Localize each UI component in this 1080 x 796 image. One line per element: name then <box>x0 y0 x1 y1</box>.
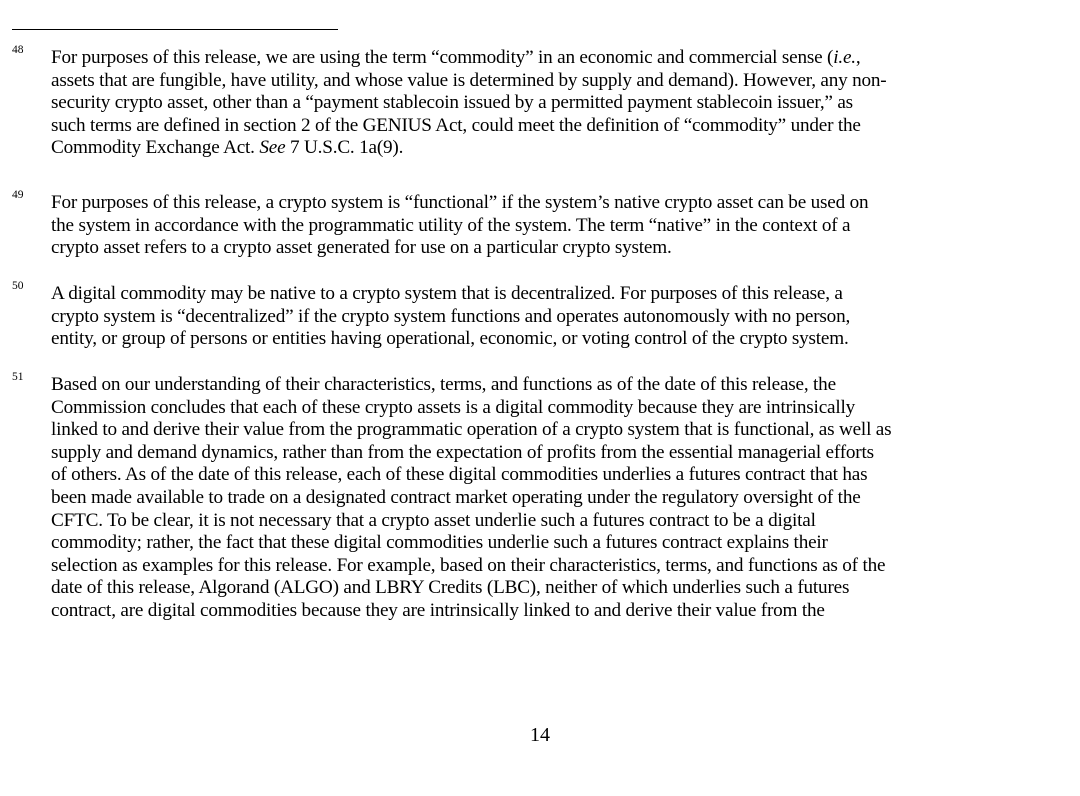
footnote-48 <box>12 44 1078 160</box>
footnote-line: Commodity Exchange Act. See 7 U.S.C. 1a(9). <box>51 137 404 159</box>
footnote-text <box>51 283 1078 351</box>
page-number: 14 <box>530 724 550 746</box>
footnote-line: security crypto asset, other than a “payment stablecoin issued by a permitted payment stablecoin issuer,” as <box>51 92 853 114</box>
footnote-line: For purposes of this release, a crypto system is “functional” if the system’s native crypto asset can be used on <box>51 192 869 213</box>
footnote-text <box>51 192 1078 260</box>
footnote-line: date of this release, Algorand (ALGO) and LBRY Credits (LBC), neither of which underlies such a futures <box>51 577 850 599</box>
italic-see: See <box>259 137 286 159</box>
italic-ie: i.e. <box>833 47 856 68</box>
footnote-line: crypto system is “decentralized” if the crypto system functions and operates autonomously with no person, <box>51 305 851 327</box>
footnote-line: linked to and derive their value from the programmatic operation of a crypto system that is functional, as well as <box>51 419 892 441</box>
footnote-49 <box>12 189 1078 260</box>
footnote-number: 51 <box>12 371 24 383</box>
footnote-line: entity, or group of persons or entities having operational, economic, or voting control of the crypto system. <box>51 328 849 350</box>
footnote-line: commodity; rather, the fact that these digital commodities underlie such a futures contract explains their <box>51 532 828 554</box>
footnote-line: Based on our understanding of their characteristics, terms, and functions as of the date of this release, the <box>51 374 836 395</box>
footnote-line: A digital commodity may be native to a crypto system that is decentralized. For purposes of this release, a <box>51 283 843 304</box>
footnote-50 <box>12 280 1078 351</box>
footnote-number: 50 <box>12 280 24 292</box>
footnote-number: 49 <box>12 189 24 201</box>
footnote-line: the system in accordance with the programmatic utility of the system. The term “native” in the context of a <box>51 214 851 236</box>
footnote-line: been made available to trade on a designated contract market operating under the regulatory oversight of the <box>51 486 861 508</box>
footnote-text <box>51 374 1078 623</box>
footnote-line: crypto asset refers to a crypto asset generated for use on a particular crypto system. <box>51 237 672 259</box>
footnote-line: selection as examples for this release. For example, based on their characteristics, terms, and functions as of the <box>51 554 886 576</box>
footnote-number: 48 <box>12 44 24 56</box>
footnote-line: CFTC. To be clear, it is not necessary that a crypto asset underlie such a futures contract to be a digital <box>51 509 816 531</box>
footnote-line: of others. As of the date of this release, each of these digital commodities underlies a futures contract that has <box>51 464 868 486</box>
footnote-separator-rule <box>12 29 338 30</box>
footnote-line: For purposes of this release, we are using the term “commodity” in an economic and commercial sense (i.e., <box>51 47 861 68</box>
footnote-line: assets that are fungible, have utility, and whose value is determined by supply and demand). However, any non- <box>51 69 887 91</box>
footnote-51 <box>12 371 1078 623</box>
citation: 7 U.S.C. 1a(9). <box>285 137 404 159</box>
footnote-line: contract, are digital commodities because they are intrinsically linked to and derive their value from the <box>51 599 825 621</box>
footnote-text <box>51 47 1078 160</box>
footnote-line: such terms are defined in section 2 of the GENIUS Act, could meet the definition of “commodity” under the <box>51 114 861 136</box>
footnote-line: supply and demand dynamics, rather than from the expectation of profits from the essential managerial efforts <box>51 441 874 463</box>
footnote-line: Commission concludes that each of these crypto assets is a digital commodity because they are intrinsically <box>51 396 855 418</box>
